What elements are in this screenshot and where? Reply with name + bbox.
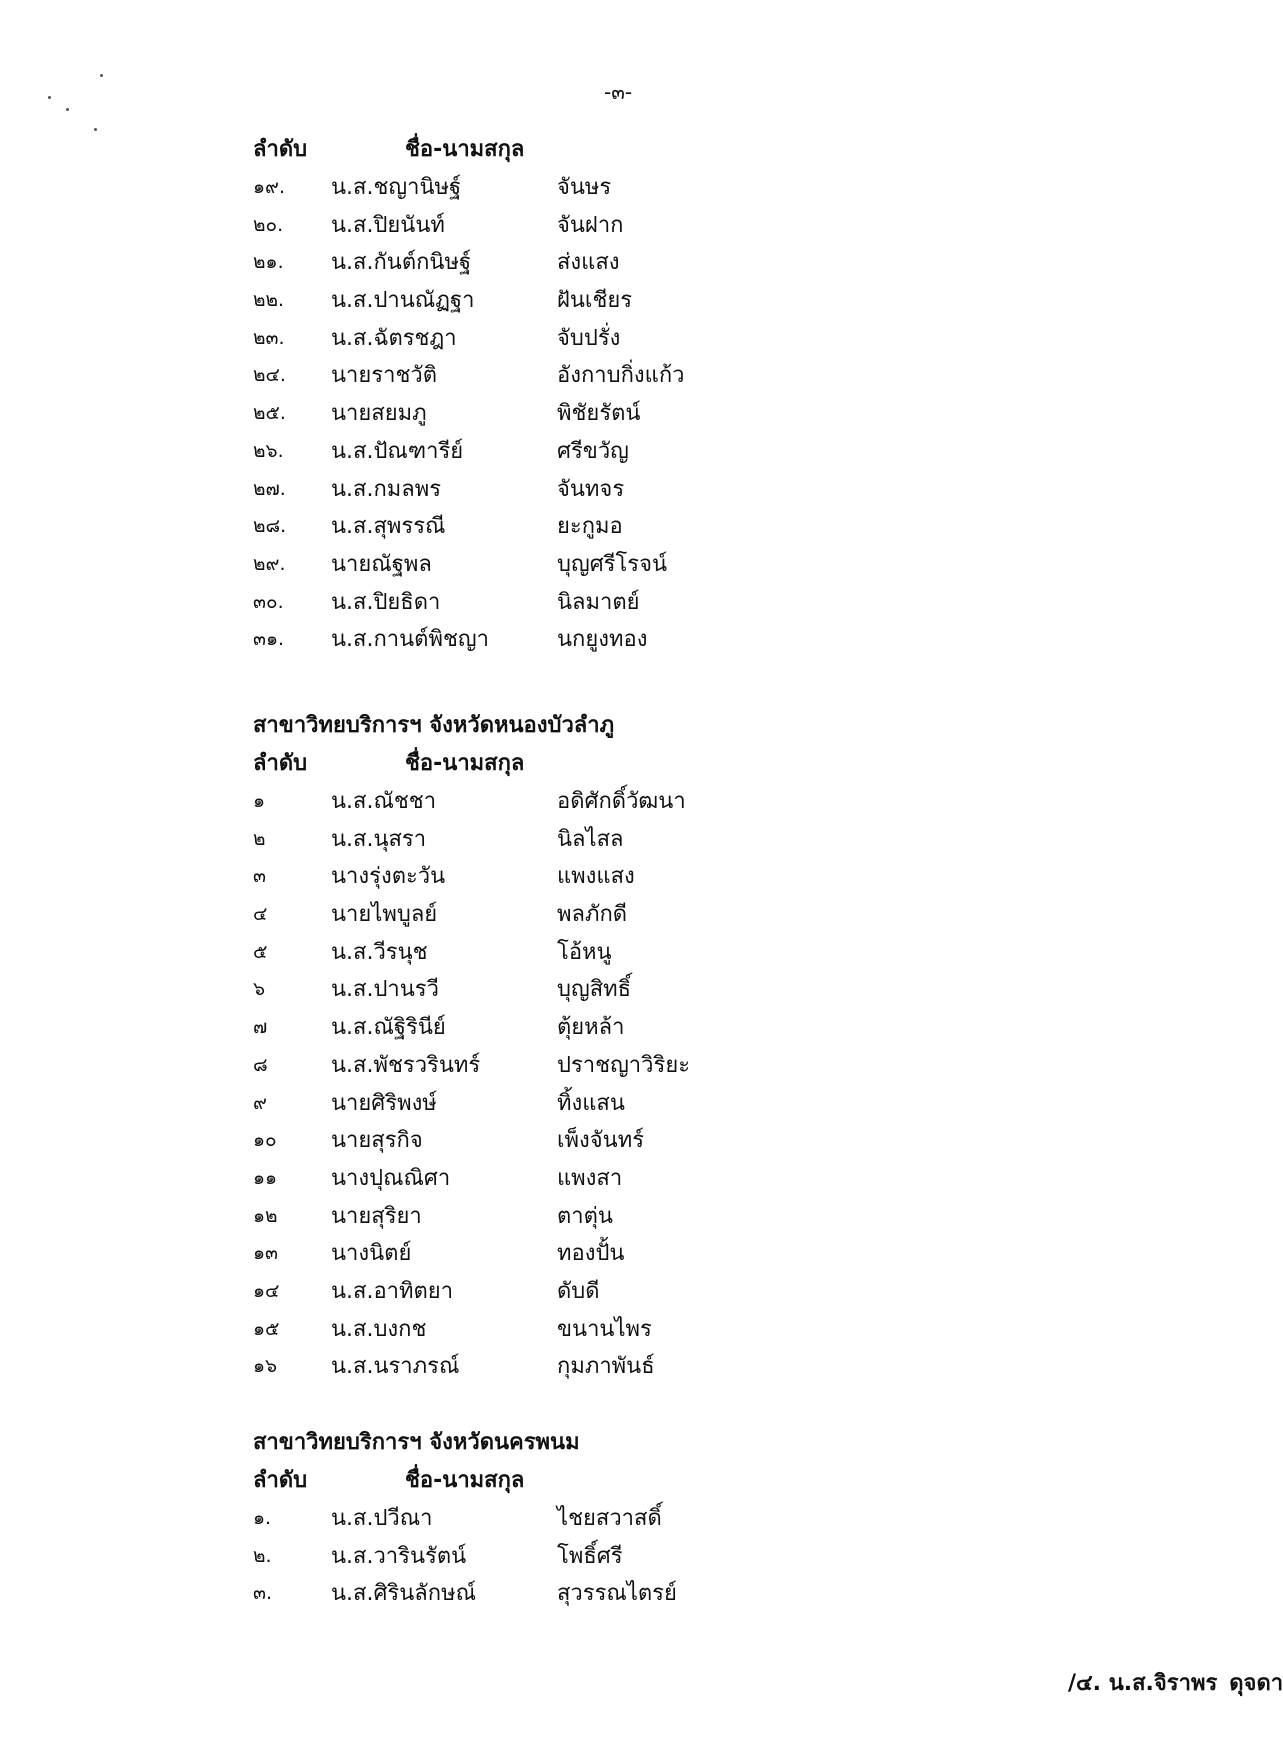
rows [253, 1500, 973, 1613]
section-nakhonphanom [253, 1424, 973, 1613]
list-row [253, 546, 973, 584]
column-header [253, 131, 973, 169]
row-surname: พิชัยรัตน์ [557, 401, 641, 427]
row-order: ๑๔ [253, 1279, 280, 1302]
row-first-name: น.ส.สุพรรณี [331, 514, 446, 540]
name-header: ชื่อ-นามสกุล [405, 1468, 525, 1493]
list-row [253, 621, 973, 659]
row-order: ๑ [253, 790, 266, 812]
row-first-name: นางปุณณิศา [331, 1165, 451, 1191]
row-surname: นิลไสล [557, 826, 624, 852]
row-surname: ปราชญาวิริยะ [557, 1052, 691, 1078]
row-order: ๑๒ [253, 1204, 278, 1227]
row-surname: จันษร [557, 175, 612, 200]
row-order: ๗ [253, 1016, 268, 1039]
row-order: ๒๑. [253, 251, 284, 274]
row-first-name: นายสุริยา [331, 1203, 422, 1229]
row-surname: จับปรั่ง [557, 325, 621, 351]
row-first-name: น.ส.ศิรินลักษณ์ [331, 1581, 476, 1607]
row-first-name: น.ส.ณัฐิรินีย์ [331, 1015, 446, 1041]
row-surname: พลภักดี [557, 902, 628, 928]
list-row [253, 357, 973, 395]
column-header [253, 1462, 973, 1500]
row-surname: ยะกูมอ [557, 514, 623, 540]
row-first-name: น.ส.ณัชชา [331, 789, 437, 814]
row-surname: โอ้หนู [557, 939, 612, 965]
list-row [253, 971, 973, 1009]
name-header: ชื่อ-นามสกุล [405, 137, 525, 162]
row-first-name: น.ส.กานต์พิชญา [331, 627, 489, 653]
row-order: ๒ [253, 827, 266, 850]
list-row [253, 896, 973, 934]
row-first-name: น.ส.ปิยนันท์ [331, 212, 445, 238]
list-row [253, 1273, 973, 1311]
list-row [253, 471, 973, 509]
row-surname: ตุ้ยหล้า [557, 1015, 625, 1041]
row-first-name: น.ส.บงกช [331, 1316, 427, 1342]
name-list-continued [253, 131, 973, 659]
row-order: ๓ [253, 865, 266, 888]
row-surname: ทองปั้น [557, 1241, 625, 1267]
row-order: ๓๐. [253, 590, 284, 613]
row-surname: โพธิ์ศรี [557, 1543, 623, 1569]
row-first-name: น.ส.ปวีณา [331, 1506, 433, 1531]
rows [253, 169, 973, 659]
row-order: ๒๖. [253, 439, 284, 462]
row-first-name: น.ส.นราภรณ์ [331, 1354, 460, 1380]
row-first-name: นายราชวัติ [331, 363, 438, 389]
row-order: ๘ [253, 1053, 268, 1076]
list-row [253, 934, 973, 972]
column-header [253, 745, 973, 783]
row-order: ๒๗. [253, 477, 286, 500]
row-first-name: น.ส.วารินรัตน์ [331, 1543, 467, 1569]
list-row [253, 858, 973, 896]
list-row [253, 1538, 973, 1576]
section-title: สาขาวิทยบริการฯ จังหวัดนครพนม [253, 1430, 580, 1455]
page-number: -๓- [604, 80, 633, 104]
list-row [253, 1122, 973, 1160]
scan-speck [100, 74, 103, 77]
row-first-name: นายณัฐพล [331, 551, 432, 577]
row-surname: สุวรรณไตรย์ [557, 1581, 677, 1607]
row-surname: ไชยสวาสดิ์ [557, 1506, 662, 1531]
section-title: สาขาวิทยบริการฯ จังหวัดหนองบัวลำภู [253, 713, 615, 738]
list-row [253, 433, 973, 471]
footer-surname: ดุจดา [1229, 1671, 1283, 1696]
list-row [253, 1160, 973, 1198]
scan-speck [48, 96, 51, 99]
row-surname: นิลมาตย์ [557, 589, 640, 615]
list-row [253, 1009, 973, 1047]
row-order: ๑. [253, 1507, 272, 1529]
row-first-name: นายศิริพงษ์ [331, 1090, 437, 1116]
row-first-name: นางนิตย์ [331, 1241, 412, 1267]
row-order: ๑๐ [253, 1129, 277, 1152]
row-first-name: น.ส.ฉัตรชฎา [331, 325, 457, 351]
list-row [253, 1575, 973, 1613]
list-row [253, 783, 973, 821]
list-row [253, 1500, 973, 1538]
row-first-name: นายสุรกิจ [331, 1128, 423, 1154]
scan-speck [94, 128, 97, 131]
list-row [253, 1311, 973, 1349]
row-first-name: นายไพบูลย์ [331, 902, 438, 928]
row-surname: นกยูงทอง [557, 627, 648, 653]
row-surname: ตาตุ่น [557, 1203, 613, 1229]
row-order: ๑๖ [253, 1355, 278, 1378]
order-header: ลำดับ [253, 751, 308, 776]
name-header: ชื่อ-นามสกุล [405, 751, 525, 776]
row-surname: เพ็งจันทร์ [557, 1128, 645, 1154]
scan-speck [66, 108, 69, 111]
row-first-name: น.ส.ปิยธิดา [331, 589, 441, 615]
row-surname: ทิ้งแสน [557, 1090, 625, 1116]
list-row [253, 207, 973, 245]
row-order: ๔ [253, 903, 268, 926]
list-row [253, 1235, 973, 1273]
list-row [253, 169, 973, 207]
row-first-name: น.ส.กันต์กนิษฐ์ [331, 250, 472, 276]
row-first-name: น.ส.พัชรวรินทร์ [331, 1052, 481, 1078]
list-row [253, 395, 973, 433]
list-row [253, 282, 973, 320]
row-surname: ฝันเชียร [557, 288, 633, 314]
row-order: ๑๙. [253, 176, 286, 198]
list-row [253, 584, 973, 622]
order-header: ลำดับ [253, 137, 308, 162]
list-row [253, 1047, 973, 1085]
row-first-name: น.ส.ปานรวี [331, 977, 439, 1003]
row-surname: บุญศรีโรจน์ [557, 551, 668, 577]
row-order: ๒๘. [253, 515, 287, 538]
row-order: ๒๔. [253, 364, 286, 387]
row-order: ๒๙. [253, 552, 286, 575]
footer-prefix: /๔. น.ส.จิราพร [1068, 1671, 1218, 1696]
row-surname: จันฝาก [557, 212, 624, 238]
list-row [253, 1198, 973, 1236]
row-first-name: น.ส.อาทิตยา [331, 1278, 454, 1304]
row-order: ๖ [253, 978, 266, 1001]
row-surname: อังกาบกิ่งแก้ว [557, 363, 685, 389]
row-first-name: น.ส.กมลพร [331, 476, 442, 502]
row-order: ๒. [253, 1544, 272, 1567]
row-surname: จันทจร [557, 476, 625, 502]
row-first-name: น.ส.ชญานิษฐ์ [331, 175, 462, 200]
row-order: ๒๒. [253, 289, 285, 312]
order-header: ลำดับ [253, 1468, 308, 1493]
row-order: ๓. [253, 1582, 273, 1605]
row-surname: แพงแสง [557, 864, 635, 890]
row-first-name: น.ส.ปัณฑารีย์ [331, 438, 464, 464]
row-first-name: น.ส.นุสรา [331, 826, 427, 852]
row-surname: ส่งแสง [557, 250, 620, 276]
row-order: ๒๓. [253, 326, 285, 349]
list-row [253, 1085, 973, 1123]
row-surname: แพงสา [557, 1165, 623, 1191]
row-first-name: น.ส.วีรนุช [331, 939, 428, 965]
section-nongbualamphu [253, 707, 973, 1386]
row-surname: กุมภาพันธ์ [557, 1354, 655, 1380]
row-order: ๕ [253, 940, 268, 963]
row-order: ๒๐. [253, 213, 284, 236]
list-row [253, 320, 973, 358]
next-page-reference [1068, 1665, 1283, 1700]
row-order: ๑๓ [253, 1242, 279, 1265]
row-surname: ขนานไพร [557, 1316, 652, 1342]
list-row [253, 821, 973, 859]
row-first-name: น.ส.ปานณัฏฐา [331, 288, 475, 314]
row-surname: บุญสิทธิ์ [557, 977, 632, 1003]
rows [253, 783, 973, 1386]
list-row [253, 1348, 973, 1386]
list-row [253, 244, 973, 282]
row-first-name: นางรุ่งตะวัน [331, 864, 446, 890]
row-order: ๑๕ [253, 1317, 280, 1340]
row-order: ๒๕. [253, 402, 286, 425]
row-order: ๓๑. [253, 628, 285, 651]
row-order: ๑๑ [253, 1166, 278, 1189]
row-order: ๙ [253, 1091, 267, 1114]
row-surname: ดับดี [557, 1278, 600, 1304]
row-surname: ศรีขวัญ [557, 438, 629, 464]
row-first-name: นายสยมภู [331, 401, 427, 427]
row-surname: อดิศักดิ์วัฒนา [557, 789, 686, 814]
list-row [253, 508, 973, 546]
